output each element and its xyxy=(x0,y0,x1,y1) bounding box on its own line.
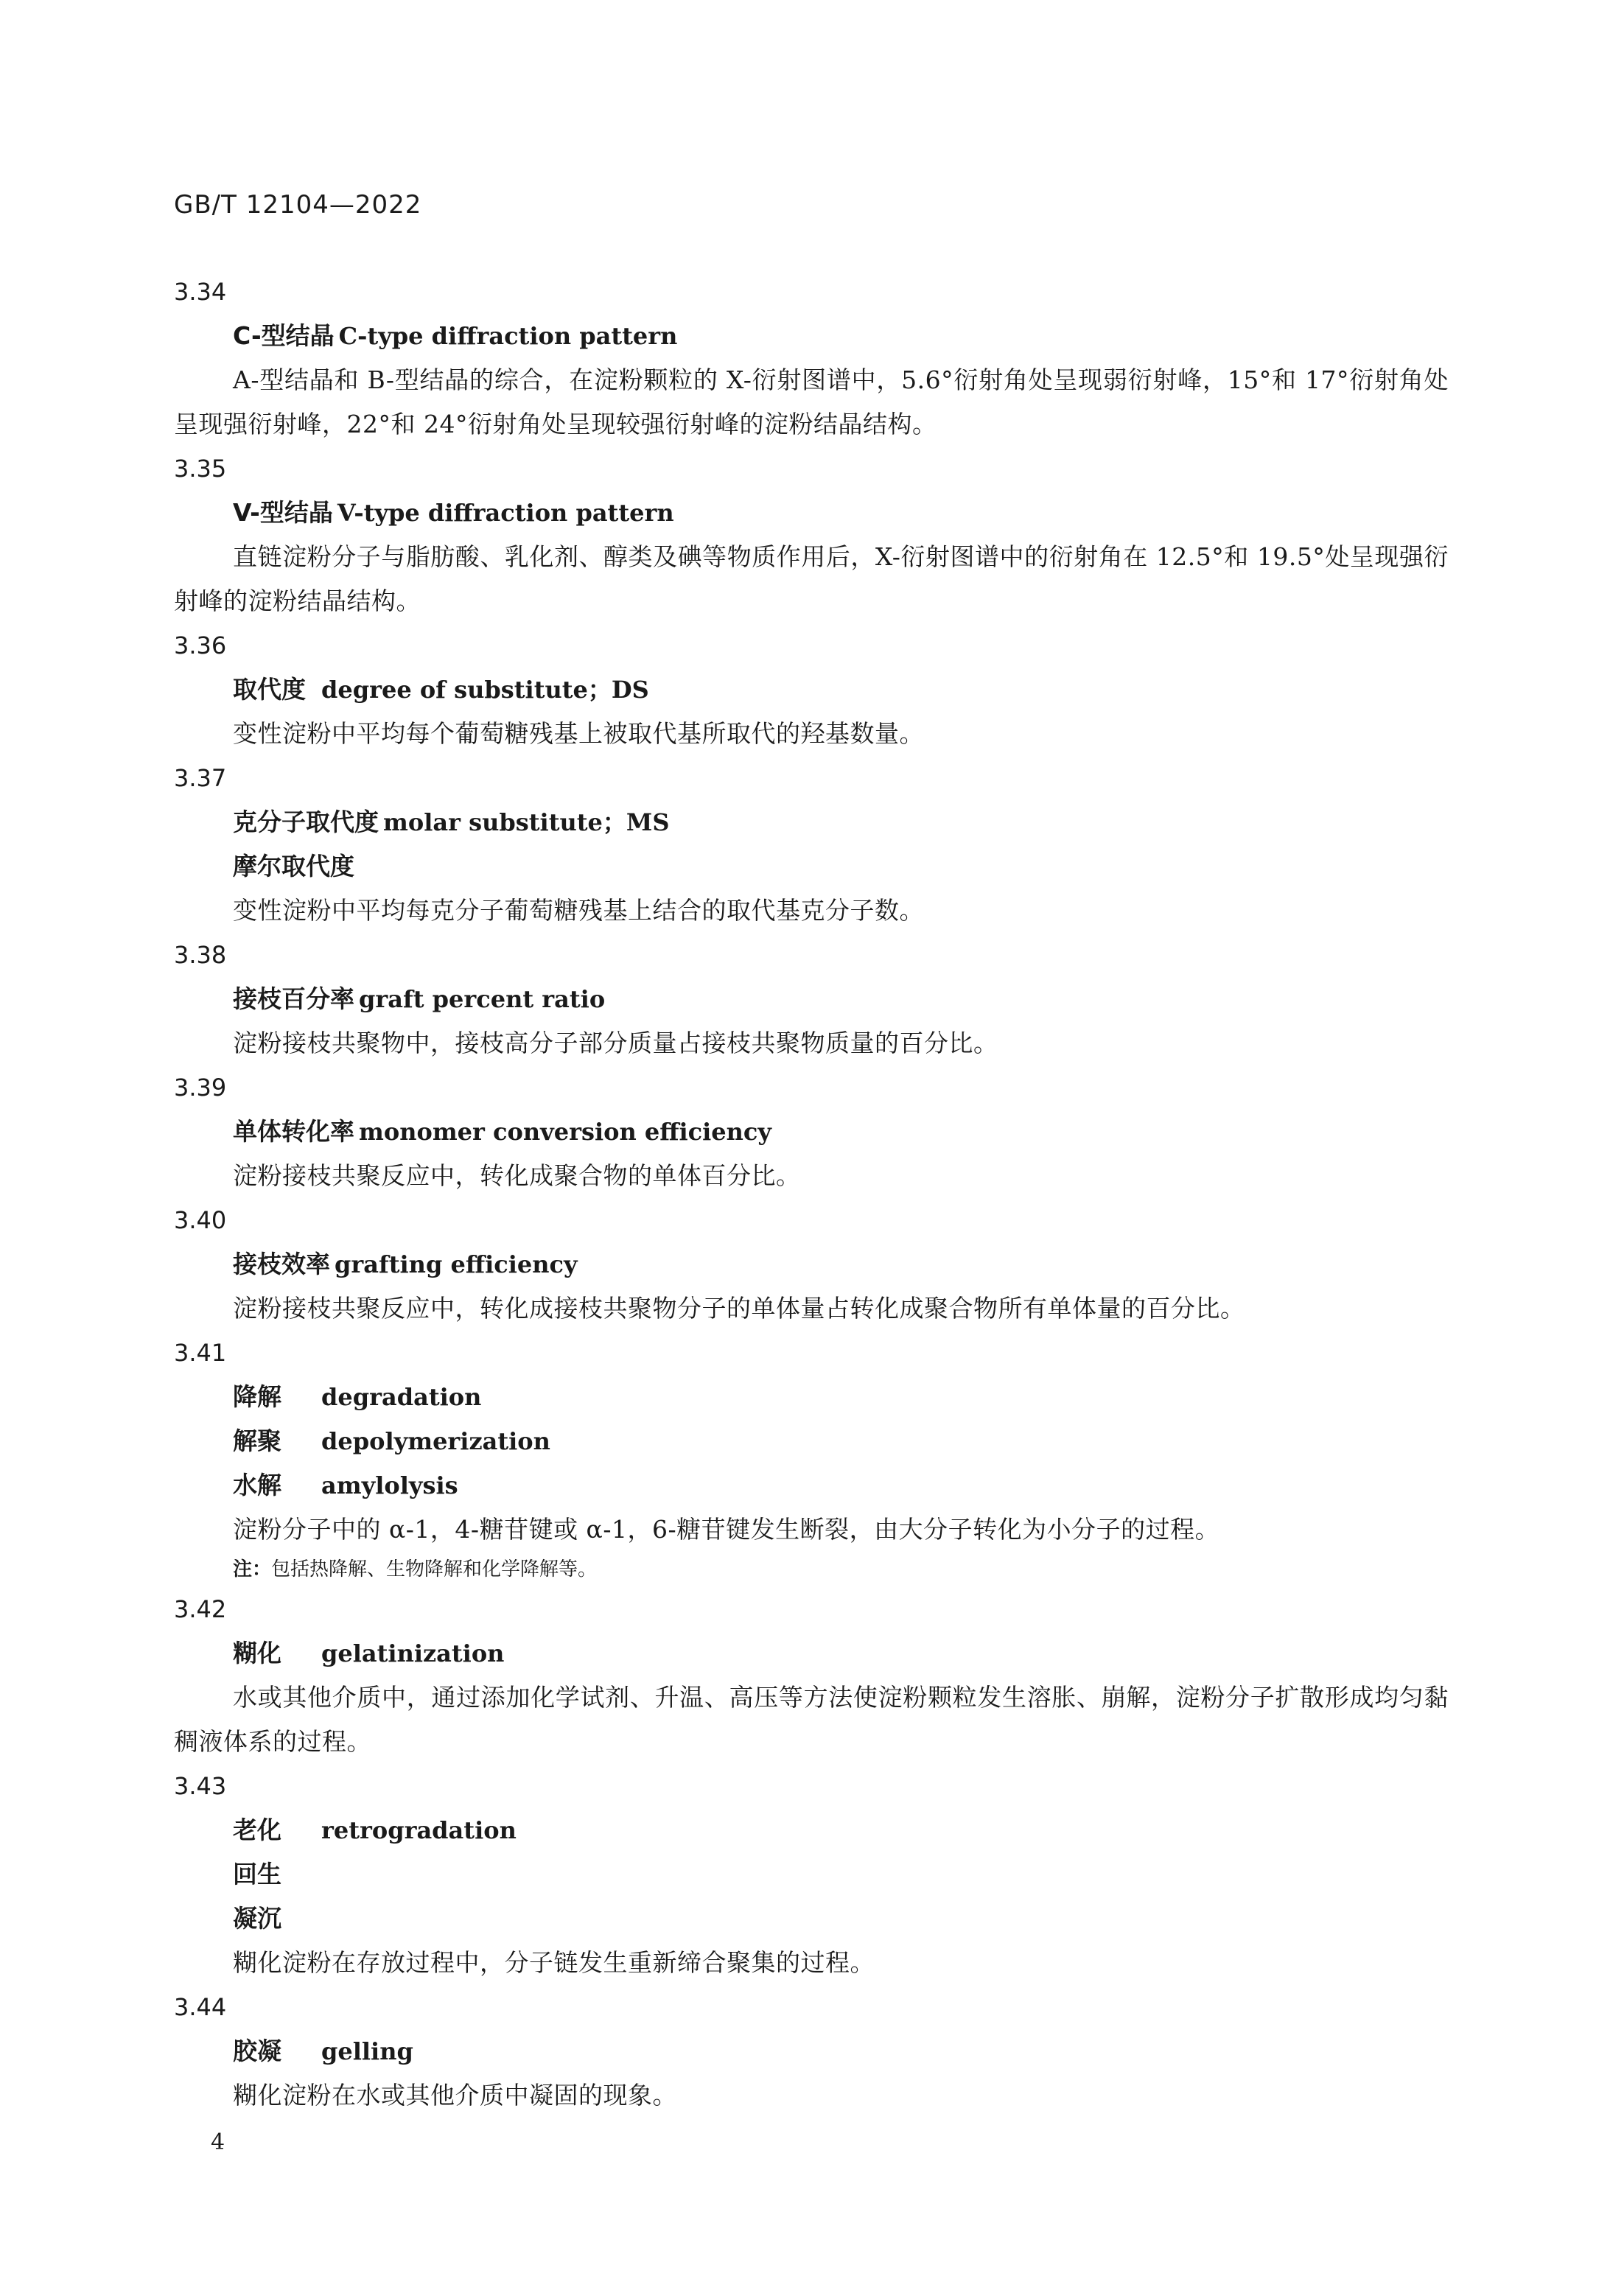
term-definition: 淀粉接枝共聚物中，接枝高分子部分质量占接枝共聚物质量的百分比。 xyxy=(233,1029,998,1057)
term-entry xyxy=(174,1985,1449,2118)
term-line xyxy=(174,1463,1449,1508)
term-line xyxy=(174,314,1449,358)
entry-number: 3.44 xyxy=(174,1993,227,2021)
term-chinese: 摩尔取代度 xyxy=(233,852,354,881)
term-chinese: 回生 xyxy=(233,1860,281,1888)
term-definition: 淀粉分子中的 α-1，4-糖苷键或 α-1，6-糖苷键发生断裂，由大分子转化为小分子的过程。 xyxy=(233,1515,1220,1544)
note-label: 注： xyxy=(233,1558,272,1580)
term-english: degree of substitute；DS xyxy=(321,676,649,704)
term-entry xyxy=(174,1587,1449,1764)
term-definition: 水或其他介质中，通过添加化学试剂、升温、高压等方法使淀粉颗粒发生溶胀、崩解，淀粉分子扩散形成均匀黏稠液体系的过程。 xyxy=(174,1683,1449,1756)
term-line xyxy=(174,977,1449,1021)
term-entry xyxy=(174,1198,1449,1331)
term-english: molar substitute；MS xyxy=(383,808,670,836)
term-entry xyxy=(174,270,1449,447)
term-definition: 变性淀粉中平均每克分子葡萄糖残基上结合的取代基克分子数。 xyxy=(233,896,924,925)
term-entry xyxy=(174,933,1449,1065)
entry-number: 3.39 xyxy=(174,1074,227,1102)
term-chinese: 接枝百分率 xyxy=(233,984,354,1013)
term-chinese: 凝沉 xyxy=(233,1904,281,1933)
term-chinese: 解聚 xyxy=(233,1426,281,1455)
term-line xyxy=(174,1375,1449,1419)
term-english: V-type diffraction pattern xyxy=(337,499,674,527)
entry-number: 3.43 xyxy=(174,1772,227,1800)
term-line xyxy=(174,1852,1449,1897)
term-line xyxy=(174,1808,1449,1852)
term-chinese: 接枝效率 xyxy=(233,1250,330,1278)
term-chinese: 老化 xyxy=(233,1816,281,1844)
entry-number: 3.41 xyxy=(174,1339,227,1367)
entry-number: 3.37 xyxy=(174,764,227,792)
term-entry xyxy=(174,1331,1449,1587)
terms-list xyxy=(174,270,1449,2118)
term-chinese: 取代度 xyxy=(233,675,306,704)
page-number: 4 xyxy=(211,2129,225,2155)
term-chinese: C-型结晶 xyxy=(233,321,335,350)
term-chinese: 降解 xyxy=(233,1382,281,1411)
entry-number: 3.36 xyxy=(174,631,227,659)
entry-number: 3.35 xyxy=(174,455,227,483)
term-line xyxy=(174,1631,1449,1676)
term-chinese: V-型结晶 xyxy=(233,498,333,527)
term-line xyxy=(174,844,1449,889)
term-chinese: 单体转化率 xyxy=(233,1117,354,1146)
term-english: monomer conversion efficiency xyxy=(359,1118,771,1146)
term-line xyxy=(174,1897,1449,1941)
term-chinese: 胶凝 xyxy=(233,2037,281,2065)
entry-number: 3.42 xyxy=(174,1595,227,1623)
term-definition: 淀粉接枝共聚反应中，转化成聚合物的单体百分比。 xyxy=(233,1161,801,1190)
term-chinese: 水解 xyxy=(233,1471,281,1499)
term-chinese: 克分子取代度 xyxy=(233,808,379,836)
term-english: gelatinization xyxy=(321,1639,505,1667)
term-line xyxy=(174,1110,1449,1154)
term-entry xyxy=(174,1764,1449,1985)
term-definition: 淀粉接枝共聚反应中，转化成接枝共聚物分子的单体量占转化成聚合物所有单体量的百分比。 xyxy=(233,1294,1245,1323)
entry-number: 3.38 xyxy=(174,941,227,969)
term-english: depolymerization xyxy=(321,1427,550,1455)
term-entry xyxy=(174,1065,1449,1198)
term-line xyxy=(174,1419,1449,1463)
term-english: degradation xyxy=(321,1383,482,1411)
term-entry xyxy=(174,756,1449,933)
standard-number: GB/T 12104—2022 xyxy=(174,190,422,220)
term-note xyxy=(174,1552,1449,1587)
term-definition: 糊化淀粉在水或其他介质中凝固的现象。 xyxy=(233,2081,677,2110)
term-english: retrogradation xyxy=(321,1816,517,1844)
term-english: gelling xyxy=(321,2037,413,2065)
term-english: C-type diffraction pattern xyxy=(338,322,678,350)
term-chinese: 糊化 xyxy=(233,1639,281,1667)
term-entry xyxy=(174,447,1449,623)
term-definition: 变性淀粉中平均每个葡萄糖残基上被取代基所取代的羟基数量。 xyxy=(233,719,924,748)
term-english: grafting efficiency xyxy=(335,1250,578,1278)
term-definition: A-型结晶和 B-型结晶的综合，在淀粉颗粒的 X-衍射图谱中，5.6°衍射角处呈现弱衍射峰，15°和 17°衍射角处呈现强衍射峰，22°和 24°衍射角处呈现较强衍射峰的淀粉结晶结构。 xyxy=(174,365,1449,438)
term-line xyxy=(174,491,1449,535)
entry-number: 3.40 xyxy=(174,1206,227,1234)
term-line xyxy=(174,668,1449,712)
term-definition: 糊化淀粉在存放过程中，分子链发生重新缔合聚集的过程。 xyxy=(233,1948,875,1977)
term-definition: 直链淀粉分子与脂肪酸、乳化剂、醇类及碘等物质作用后，X-衍射图谱中的衍射角在 12.5°和 19.5°处呈现强衍射峰的淀粉结晶结构。 xyxy=(174,542,1449,615)
entry-number: 3.34 xyxy=(174,278,227,306)
term-line xyxy=(174,2029,1449,2073)
term-line xyxy=(174,800,1449,844)
term-english: graft percent ratio xyxy=(359,985,606,1013)
term-english: amylolysis xyxy=(321,1471,458,1499)
note-text: 包括热降解、生物降解和化学降解等。 xyxy=(271,1558,598,1580)
term-entry xyxy=(174,623,1449,756)
term-line xyxy=(174,1242,1449,1286)
